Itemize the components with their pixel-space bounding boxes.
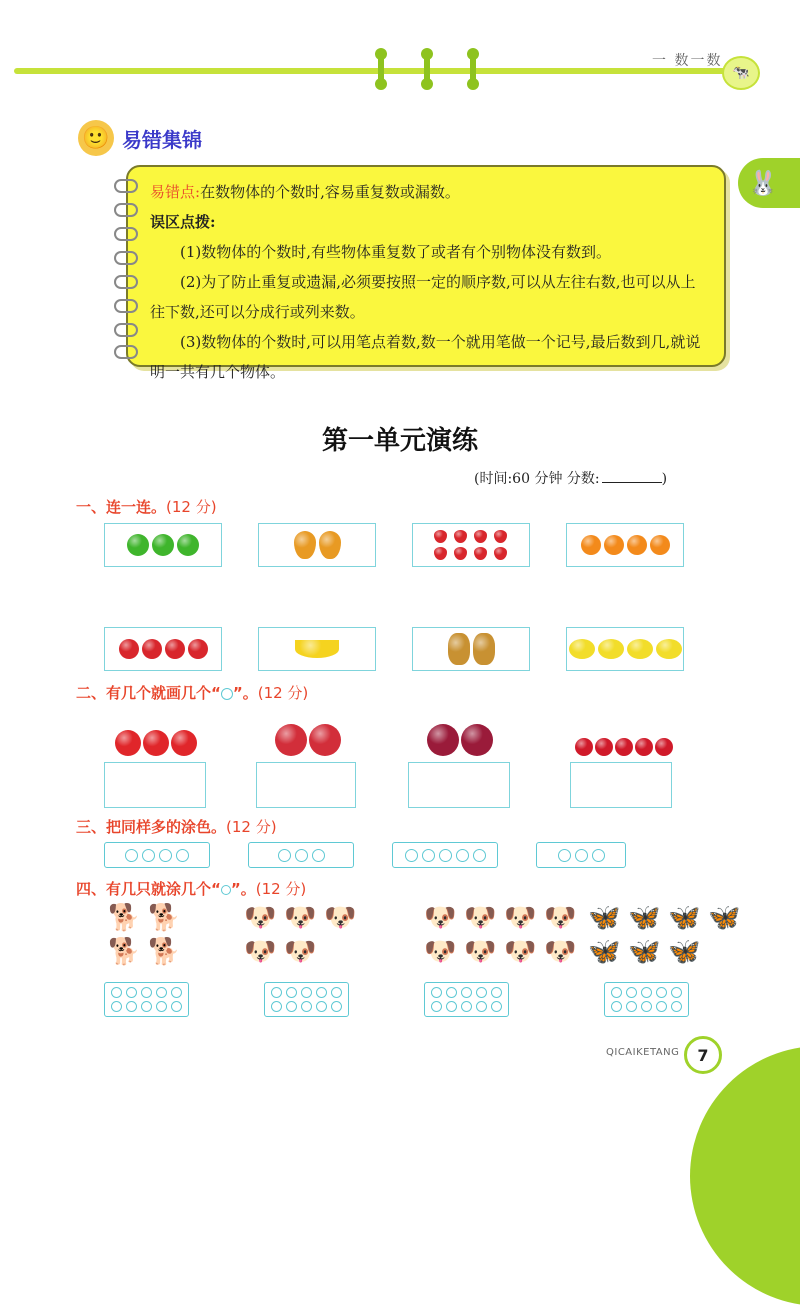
red-puppy-icon: 🐶 <box>244 903 277 933</box>
mistake-point-label: 易错点: <box>150 183 201 201</box>
colorable-circle[interactable] <box>111 1001 122 1012</box>
colorable-circle[interactable] <box>575 849 588 862</box>
colorable-circle[interactable] <box>156 1001 167 1012</box>
colorable-circle[interactable] <box>111 987 122 998</box>
colorable-circle[interactable] <box>611 987 622 998</box>
banana-icon <box>295 640 339 658</box>
colorable-circle[interactable] <box>301 1001 312 1012</box>
fruit-grid <box>434 530 508 560</box>
question-3-title <box>76 816 277 837</box>
orange-icon <box>581 535 601 555</box>
apple-icon <box>309 724 341 756</box>
colorable-circle[interactable] <box>286 987 297 998</box>
colorable-circle[interactable] <box>558 849 571 862</box>
cherry-icon <box>615 738 633 756</box>
cherry-icon <box>142 639 162 659</box>
spiral-ring <box>114 251 138 265</box>
lemon-icon <box>598 639 624 659</box>
colorable-circle[interactable] <box>331 987 342 998</box>
q1-fruit-box[interactable] <box>104 523 222 567</box>
corgi-group <box>108 904 180 966</box>
colorable-circle[interactable] <box>656 987 667 998</box>
green-apple-icon <box>127 534 149 556</box>
colorable-circle[interactable] <box>405 849 418 862</box>
plum-icon <box>461 724 493 756</box>
colorable-circle[interactable] <box>431 987 442 998</box>
q2-answer-box[interactable] <box>570 762 672 808</box>
colorable-circle[interactable] <box>159 849 172 862</box>
spiral-ring <box>114 299 138 313</box>
spiral-ring <box>114 203 138 217</box>
binder-clip <box>378 52 384 86</box>
green-apple-icon <box>177 534 199 556</box>
colorable-circle[interactable] <box>626 987 637 998</box>
question-4-title <box>76 878 306 899</box>
section-title <box>78 120 202 156</box>
colorable-circle[interactable] <box>671 987 682 998</box>
q3-circle-box[interactable] <box>104 842 210 868</box>
cherry-icon <box>655 738 673 756</box>
footer-green-arc <box>690 1046 800 1306</box>
pear-icon <box>294 531 316 559</box>
question-2-label: 二、有几个就画几个“ <box>76 684 221 702</box>
colorable-circle[interactable] <box>491 1001 502 1012</box>
question-4-points: (12 分) <box>255 880 307 898</box>
colorable-circle[interactable] <box>171 1001 182 1012</box>
q1-fruit-box[interactable] <box>412 523 530 567</box>
rabbit-tab-icon: 🐰 <box>738 158 800 208</box>
colorable-circle[interactable] <box>641 1001 652 1012</box>
question-4-label: 四、有几只就涂几个“ <box>76 880 221 898</box>
butterfly-icon: 🦋 <box>628 903 661 933</box>
colorable-circle[interactable] <box>176 849 189 862</box>
colorable-circle[interactable] <box>141 1001 152 1012</box>
tip-1: (1)数物体的个数时,有些物体重复数了或者有个别物体没有数到。 <box>180 243 612 261</box>
colorable-circle[interactable] <box>278 849 291 862</box>
small-circle-symbol-icon <box>221 885 231 895</box>
mascot-icon: 🙂 <box>78 120 114 156</box>
q1-fruit-box[interactable] <box>412 627 530 671</box>
spiral-ring <box>114 179 138 193</box>
spiral-ring <box>114 227 138 241</box>
colorable-circle[interactable] <box>671 1001 682 1012</box>
strawberry-icon <box>494 547 507 560</box>
question-1-points: (12 分) <box>166 498 217 516</box>
colorable-circle[interactable] <box>473 849 486 862</box>
colorable-circle[interactable] <box>446 987 457 998</box>
score-blank[interactable] <box>602 482 662 483</box>
notebook-card <box>126 165 726 381</box>
orange-icon <box>604 535 624 555</box>
q4-circle-grid[interactable] <box>424 982 509 1017</box>
strawberry-icon <box>494 530 507 543</box>
q4-circle-grid[interactable] <box>264 982 349 1017</box>
unit-title: 第一单元演练 <box>321 426 478 456</box>
red-puppy-group <box>244 904 356 966</box>
section-title-text: 易错集锦 <box>122 127 202 152</box>
colorable-circle[interactable] <box>171 987 182 998</box>
colorable-circle[interactable] <box>271 1001 282 1012</box>
colorable-circle[interactable] <box>331 1001 342 1012</box>
strawberry-icon <box>454 530 467 543</box>
tips-label: 误区点拨: <box>150 213 216 231</box>
beagle-icon: 🐶 <box>424 937 457 967</box>
circle-symbol-icon <box>221 688 233 700</box>
corgi-icon: 🐕 <box>148 937 181 967</box>
plum-icon <box>427 724 459 756</box>
spiral-ring <box>114 345 138 359</box>
tomato-icon <box>143 730 169 756</box>
colorable-circle[interactable] <box>592 849 605 862</box>
time-score-end: ) <box>661 471 668 487</box>
q4-circle-grid[interactable] <box>104 982 189 1017</box>
colorable-circle[interactable] <box>286 1001 297 1012</box>
lemon-icon <box>627 639 653 659</box>
q4-circle-grid[interactable] <box>604 982 689 1017</box>
strawberry-icon <box>474 530 487 543</box>
q1-fruit-box[interactable] <box>566 523 684 567</box>
colorable-circle[interactable] <box>611 1001 622 1012</box>
beagle-icon: 🐶 <box>424 903 457 933</box>
corgi-icon: 🐕 <box>148 903 181 933</box>
colorable-circle[interactable] <box>641 987 652 998</box>
green-apple-icon <box>152 534 174 556</box>
tomato-icon <box>115 730 141 756</box>
colorable-circle[interactable] <box>446 1001 457 1012</box>
time-score-text: (时间:60 分钟 分数: <box>474 471 600 487</box>
red-puppy-icon: 🐶 <box>324 903 357 933</box>
apple-icon <box>275 724 307 756</box>
question-2-label-end: ”。 <box>232 684 258 702</box>
cherry-icon <box>165 639 185 659</box>
colorable-circle[interactable] <box>125 849 138 862</box>
spiral-ring <box>114 323 138 337</box>
colorable-circle[interactable] <box>316 1001 327 1012</box>
question-4-label-end: ”。 <box>230 880 256 898</box>
colorable-circle[interactable] <box>491 987 502 998</box>
colorable-circle[interactable] <box>142 849 155 862</box>
q2-fruit-picture <box>256 706 360 756</box>
question-1-label: 一、连一连。 <box>76 498 167 516</box>
pineapple-icon <box>473 633 495 665</box>
colorable-circle[interactable] <box>141 987 152 998</box>
colorable-circle[interactable] <box>295 849 308 862</box>
q3-circle-box[interactable] <box>536 842 626 868</box>
q1-fruit-box[interactable] <box>566 627 684 671</box>
tip-3: (3)数物体的个数时,可以用笔点着数,数一个就用笔做一个记号,最后数到几,就说明一共有几个物体。 <box>150 333 701 381</box>
q2-fruit-picture <box>104 706 208 756</box>
binder-clip <box>470 52 476 86</box>
colorable-circle[interactable] <box>476 987 487 998</box>
q3-circle-box[interactable] <box>392 842 498 868</box>
butterfly-icon: 🦋 <box>668 937 701 967</box>
beagle-group <box>424 904 576 966</box>
corgi-icon: 🐕 <box>108 937 141 967</box>
q1-fruit-box[interactable] <box>258 523 376 567</box>
question-3-points: (12 分) <box>226 818 277 836</box>
butterfly-icon: 🦋 <box>668 903 701 933</box>
colorable-circle[interactable] <box>126 1001 137 1012</box>
red-puppy-icon: 🐶 <box>284 937 317 967</box>
q2-answer-box[interactable] <box>256 762 356 808</box>
butterfly-group <box>588 904 740 966</box>
colorable-circle[interactable] <box>476 1001 487 1012</box>
colorable-circle[interactable] <box>271 987 282 998</box>
strawberry-icon <box>474 547 487 560</box>
corgi-icon: 🐕 <box>108 903 141 933</box>
beagle-icon: 🐶 <box>544 937 577 967</box>
colorable-circle[interactable] <box>439 849 452 862</box>
pineapple-icon <box>448 633 470 665</box>
beagle-icon: 🐶 <box>504 937 537 967</box>
page-number: 7 <box>684 1036 722 1074</box>
colorable-circle[interactable] <box>626 1001 637 1012</box>
q2-fruit-picture <box>408 706 512 756</box>
colorable-circle[interactable] <box>431 1001 442 1012</box>
spiral-ring <box>114 275 138 289</box>
question-2-points: (12 分) <box>257 684 309 702</box>
colorable-circle[interactable] <box>422 849 435 862</box>
cow-mascot-icon: 🐄 <box>722 56 760 90</box>
beagle-icon: 🐶 <box>504 903 537 933</box>
time-score-line <box>474 468 667 488</box>
colorable-circle[interactable] <box>461 1001 472 1012</box>
beagle-icon: 🐶 <box>544 903 577 933</box>
mistake-point-text: 在数物体的个数时,容易重复数或漏数。 <box>200 183 460 201</box>
strawberry-icon <box>434 547 447 560</box>
lemon-icon <box>656 639 682 659</box>
tomato-icon <box>171 730 197 756</box>
q2-answer-box[interactable] <box>104 762 206 808</box>
beagle-icon: 🐶 <box>464 903 497 933</box>
colorable-circle[interactable] <box>312 849 325 862</box>
orange-icon <box>627 535 647 555</box>
colorable-circle[interactable] <box>301 987 312 998</box>
colorable-circle[interactable] <box>316 987 327 998</box>
butterfly-icon: 🦋 <box>588 937 621 967</box>
question-3-label: 三、把同样多的涂色。 <box>76 818 227 836</box>
cherry-icon <box>635 738 653 756</box>
footer-brand: QICAIKETANG <box>606 1047 680 1058</box>
q1-fruit-box[interactable] <box>258 627 376 671</box>
cherry-icon <box>119 639 139 659</box>
strawberry-icon <box>434 530 447 543</box>
orange-icon <box>650 535 670 555</box>
beagle-icon: 🐶 <box>464 937 497 967</box>
mistake-point <box>150 177 708 207</box>
q2-fruit-picture <box>554 706 694 756</box>
red-puppy-icon: 🐶 <box>244 937 277 967</box>
cherry-icon <box>188 639 208 659</box>
binder-clip <box>424 52 430 86</box>
pear-icon <box>319 531 341 559</box>
butterfly-icon: 🦋 <box>588 903 621 933</box>
colorable-circle[interactable] <box>156 987 167 998</box>
q2-answer-box[interactable] <box>408 762 510 808</box>
butterfly-icon: 🦋 <box>708 903 741 933</box>
running-title: 一 数一数 <box>652 53 723 69</box>
colorable-circle[interactable] <box>461 987 472 998</box>
cherry-icon <box>595 738 613 756</box>
lemon-icon <box>569 639 595 659</box>
header-rule <box>14 68 730 74</box>
q3-circle-box[interactable] <box>248 842 354 868</box>
question-2-title <box>76 682 308 703</box>
question-1-title <box>76 496 217 517</box>
strawberry-icon <box>454 547 467 560</box>
butterfly-icon: 🦋 <box>628 937 661 967</box>
colorable-circle[interactable] <box>456 849 469 862</box>
red-puppy-icon: 🐶 <box>284 903 317 933</box>
tip-2: (2)为了防止重复或遗漏,必须要按照一定的顺序数,可以从左往右数,也可以从上往下数,还可以分成行或列来数。 <box>150 273 696 321</box>
cherry-icon <box>575 738 593 756</box>
q1-fruit-box[interactable] <box>104 627 222 671</box>
colorable-circle[interactable] <box>656 1001 667 1012</box>
colorable-circle[interactable] <box>126 987 137 998</box>
